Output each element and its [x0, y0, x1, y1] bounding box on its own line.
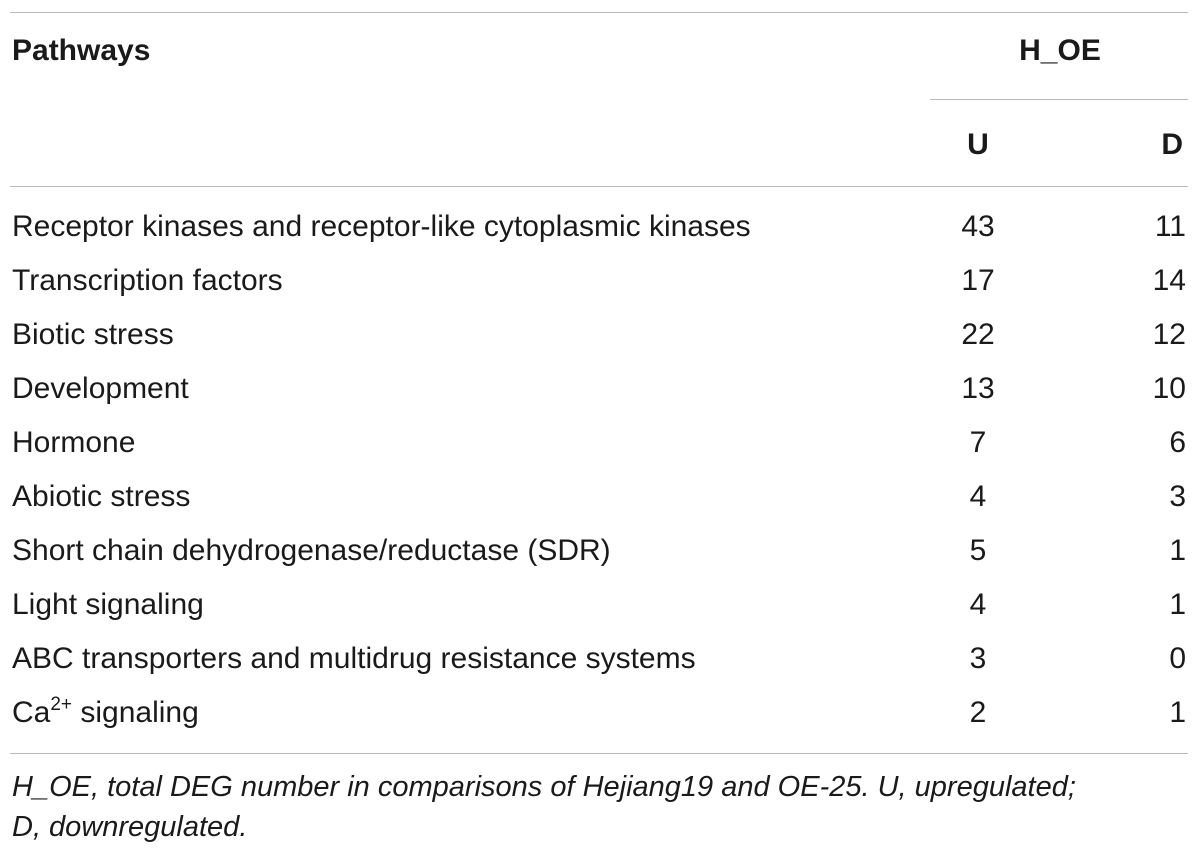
- top-rule: [10, 12, 1188, 13]
- column-group-h-oe: H_OE: [1019, 34, 1101, 67]
- pathway-prefix: Ca: [12, 696, 51, 729]
- subheader-d: D: [1161, 128, 1183, 161]
- pathway-name: Development: [12, 372, 189, 405]
- pathway-name: ABC transporters and multidrug resistance systems: [12, 642, 696, 675]
- pathway-name: Biotic stress: [12, 318, 174, 351]
- subheader-u: U: [967, 128, 989, 161]
- group-rule: [930, 99, 1188, 100]
- pathway-name: Light signaling: [12, 588, 204, 621]
- pathway-name: Hormone: [12, 426, 136, 459]
- value-u: 3: [969, 642, 987, 675]
- pathway-name: Abiotic stress: [12, 480, 191, 513]
- value-u: 4: [969, 588, 987, 621]
- header-bottom-rule: [10, 186, 1188, 187]
- pathway-suffix: signaling: [72, 696, 199, 729]
- value-u: 7: [969, 426, 987, 459]
- value-d: 3: [1169, 480, 1186, 513]
- table-bottom-rule: [10, 753, 1188, 754]
- pathway-superscript: 2+: [50, 694, 73, 715]
- footnote-line-2: D, downregulated.: [12, 811, 248, 843]
- pathway-name: Transcription factors: [12, 264, 283, 297]
- value-u: 2: [969, 696, 987, 729]
- footnote-line-1: H_OE, total DEG number in comparisons of Hejiang19 and OE-25. U, upregulated;: [12, 771, 1076, 803]
- value-u: 43: [961, 210, 995, 243]
- value-d: 0: [1169, 642, 1186, 675]
- pathway-name: Short chain dehydrogenase/reductase (SDR): [12, 534, 611, 567]
- value-u: 4: [969, 480, 987, 513]
- value-d: 14: [1152, 264, 1186, 297]
- value-d: 1: [1169, 696, 1186, 729]
- pathway-name: [12, 695, 199, 731]
- value-d: 1: [1169, 588, 1186, 621]
- value-d: 6: [1169, 426, 1186, 459]
- value-d: 12: [1152, 318, 1186, 351]
- column-header-pathways: Pathways: [12, 34, 151, 67]
- value-d: 1: [1169, 534, 1186, 567]
- value-u: 17: [961, 264, 995, 297]
- value-d: 10: [1152, 372, 1186, 405]
- value-d: 11: [1154, 210, 1186, 243]
- value-u: 5: [969, 534, 987, 567]
- table-footnote: [12, 767, 1192, 847]
- pathway-name: Receptor kinases and receptor-like cytoplasmic kinases: [12, 210, 751, 243]
- value-u: 13: [961, 372, 995, 405]
- value-u: 22: [961, 318, 995, 351]
